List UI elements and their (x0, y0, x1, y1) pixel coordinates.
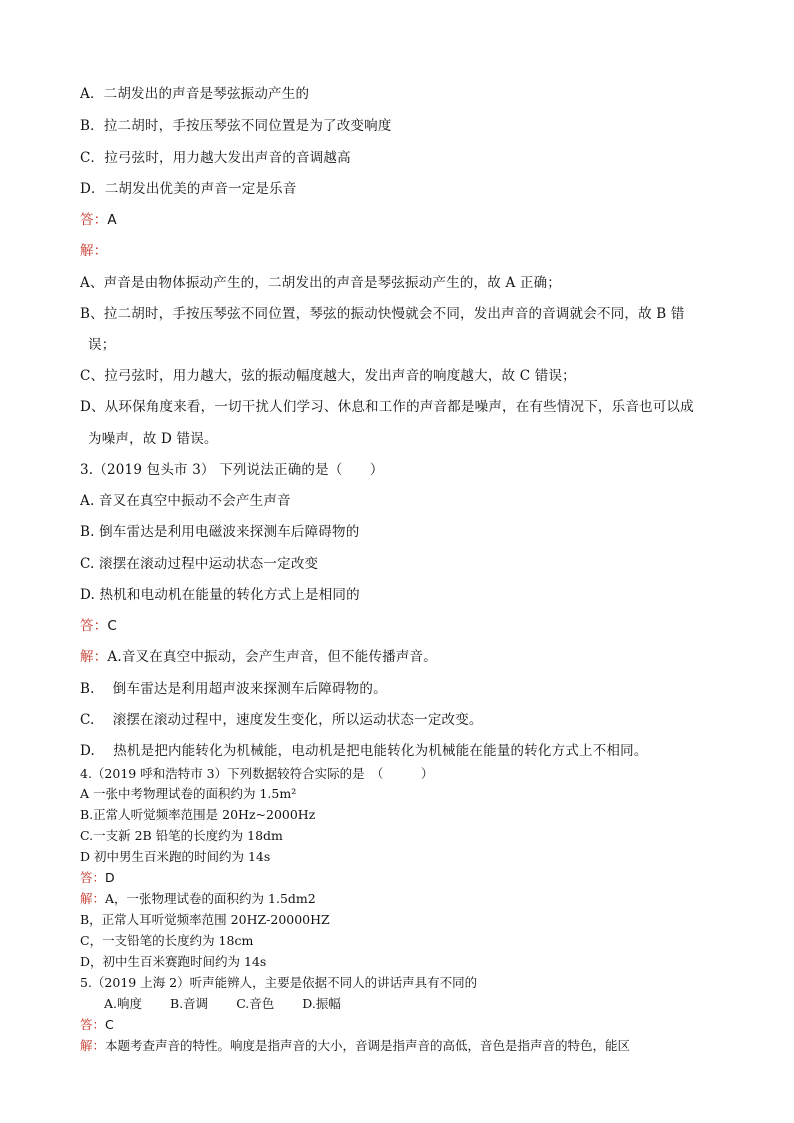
q3-stem: 3.（2019 包头市 3） 下列说法正确的是（ ） (80, 462, 384, 478)
q2-explain-b: B、拉二胡时，手按压琴弦不同位置，琴弦的振动快慢就会不同，发出声音的音调就会不同，故 B 错 (80, 306, 685, 322)
q5-explain (80, 1036, 714, 1054)
q5-stem: 5.（2019 上海 2）听声能辨人，主要是依据不同人的讲话声具有不同的 (80, 975, 478, 990)
q5-option-d: D.振幅 (302, 996, 341, 1011)
q3-explain-d: D. 热机是把内能转化为机械能，电动机是把电能转化为机械能在能量的转化方式上不相同。 (80, 743, 648, 759)
q2-explain-d-cont: 为噪声，故 D 错误。 (88, 431, 218, 447)
q5-answer (80, 1015, 714, 1033)
q4-option-b: B.正常人听觉频率范围是 20Hz~2000Hz (80, 807, 316, 822)
explain-label: 解： (80, 1038, 106, 1053)
q3-answer (80, 614, 714, 634)
answer-value: D (105, 870, 115, 885)
answer-label: 答： (80, 1017, 106, 1032)
q2-option-c: C．拉弓弦时，用力越大发出声音的音调越高 (80, 150, 351, 166)
answer-label: 答： (80, 212, 108, 228)
q2-option-b: B．拉二胡时，手按压琴弦不同位置是为了改变响度 (80, 118, 392, 134)
q2-explain-b-cont: 误； (88, 337, 116, 353)
answer-value: C (105, 1017, 114, 1032)
answer-label: 答： (80, 618, 108, 634)
q5-option-c: C.音色 (236, 996, 275, 1011)
explain-text: 本题考查声音的特性。响度是指声音的大小，音调是指声音的高低，音色是指声音的特色，能区 (105, 1038, 631, 1053)
q3-option-c: C. 滚摆在滚动过程中运动状态一定改变 (80, 556, 319, 572)
q4-explain (80, 889, 714, 907)
explain-label: 解： (80, 891, 106, 906)
q4-option-c: C.一支新 2B 铅笔的长度约为 18dm (80, 828, 283, 843)
q3-option-d: D. 热机和电动机在能量的转化方式上是相同的 (80, 587, 360, 603)
q5-option-b: B.音调 (170, 996, 209, 1011)
q4-explain-b: B，正常人耳听觉频率范围 20HZ-20000HZ (80, 912, 330, 927)
explain-text: A.音叉在真空中振动，会产生声音，但不能传播声音。 (107, 649, 437, 665)
q4-answer (80, 868, 714, 886)
q3-explain-c: C. 滚摆在滚动过程中，速度发生变化，所以运动状态一定改变。 (80, 712, 483, 728)
q4-explain-c: C，一支铅笔的长度约为 18cm (80, 933, 254, 948)
q4-option-a: A 一张中考物理试卷的面积约为 1.5m² (80, 786, 297, 801)
q3-option-a: A. 音叉在真空中振动不会产生声音 (80, 493, 291, 509)
q2-explain-d: D、从环保角度来看，一切干扰人们学习、休息和工作的声音都是噪声，在有些情况下，乐音也可以成 (80, 399, 694, 415)
q3-explain (80, 645, 714, 665)
q2-explain-a: A、声音是由物体振动产生的，二胡发出的声音是琴弦振动产生的，故 A 正确； (80, 275, 561, 291)
answer-value: C (107, 618, 118, 634)
q4-stem: 4.（2019 呼和浩特市 3）下列数据较符合实际的是 （ ） (80, 766, 434, 781)
q2-explain-c: C、拉弓弦时，用力越大，弦的振动幅度越大，发出声音的响度越大，故 C 错误； (80, 368, 576, 384)
q5-options (104, 994, 714, 1012)
explain-label: 解： (80, 649, 108, 665)
q2-option-a: A．二胡发出的声音是琴弦振动产生的 (80, 86, 310, 102)
q4-option-d: D 初中男生百米跑的时间约为 14s (80, 849, 271, 864)
q5-option-a: A.响度 (104, 996, 143, 1011)
q3-option-b: B. 倒车雷达是利用电磁波来探测车后障碍物的 (80, 524, 360, 540)
q3-explain-b: B. 倒车雷达是利用超声波来探测车后障碍物的。 (80, 681, 387, 697)
answer-value: A (107, 212, 117, 228)
q4-explain-d: D，初中生百米赛跑时间约为 14s (80, 954, 267, 969)
q2-option-d: D．二胡发出优美的声音一定是乐音 (80, 181, 297, 197)
explain-text: A，一张物理试卷的面积约为 1.5dm2 (105, 891, 316, 906)
answer-label: 答： (80, 870, 106, 885)
q2-explain-label: 解： (80, 243, 108, 259)
q2-answer (80, 208, 714, 228)
